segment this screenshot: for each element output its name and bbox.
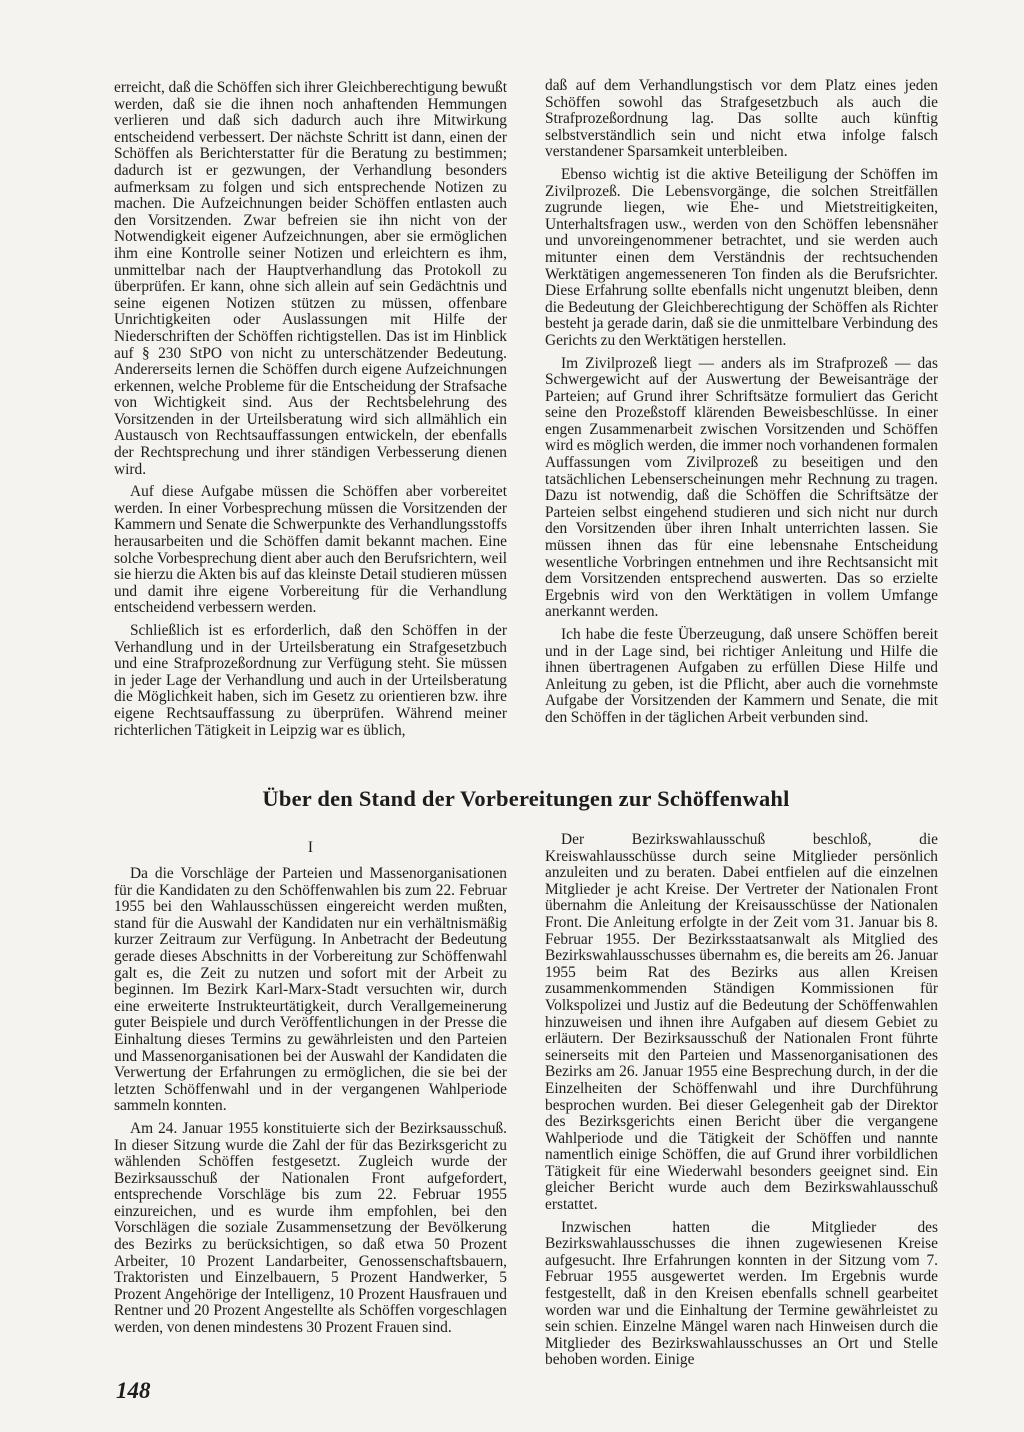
section-numeral: I bbox=[307, 839, 314, 856]
article-bottom-right-column bbox=[545, 832, 938, 1375]
paragraph: Auf diese Aufgabe müssen die Schöffen aber vorbereitet werden. In einer Vorbesprechung müssen die Vorsitzenden der Kammern und Senate die Schwerpunkte des Verhandlungsstoffs herausarbeiten und die Schöffen damit bekannt machen. Eine solche Vorbesprechung dient aber auch den Berufsrichtern, weil sie hierzu die Akten bis auf das kleinste Detail studieren müssen und damit ihre eigene Vorbereitung für die Verhandlung entscheidend verbessern werden. bbox=[114, 483, 507, 617]
paragraph: Inzwischen hatten die Mitglieder des Bezirkswahlausschusses die ihnen zugewiesenen Kreise aufgesucht. Ihre Erfahrungen konnten in der Sitzung vom 7. Februar 1955 ausgewertet werden. Im Ergebnis wurde festgestellt, daß in den Kreisen ebenfalls schnell gearbeitet worden war und die Einhaltung der Termine gewährleistet zu sein schien. Einzelne Mängel waren nach Hinweisen durch die Mitglieder des Bezirkswahlausschusses an Ort und Stelle behoben worden. Einige bbox=[545, 1218, 938, 1369]
paragraph: Am 24. Januar 1955 konstituierte sich der Bezirksausschuß. In dieser Sitzung wurde die Zahl der für das Bezirksgericht zu wählenden Schöffen festgesetzt. Zugleich wurde der Bezirksausschuß der Nationalen Front aufgefordert, entsprechende Vorschläge bis zum 22. Februar 1955 einzureichen, und es wurde ihm empfohlen, bei den Vorschlägen die soziale Zusammensetzung der Bevölkerung des Bezirks zu berücksichtigen, so daß etwa 50 Prozent Arbeiter, 10 Prozent Landarbeiter, Genossenschaftsbauern, Traktoristen und Einzelbauern, 5 Prozent Handwerker, 5 Prozent Angehörige der Intelligenz, 10 Prozent Hausfrauen und Rentner und 20 Prozent Angestellte als Schöffen vorgeschlagen werden, von denen mindestens 30 Prozent Frauen sind. bbox=[114, 1119, 507, 1337]
paragraph: Schließlich ist es erforderlich, daß den Schöffen in der Verhandlung und in der Urteilsberatung ein Strafgesetzbuch und eine Strafprozeßordnung zur Verfügung steht. Sie müssen in jeder Lage der Verhandlung und auch in der Urteilsberatung die Möglichkeit haben, sich im Gesetz zu orientieren bzw. ihre eigene Rechtsauffassung zu überprüfen. Während meiner richterlichen Tätigkeit in Leipzig war es üblich, bbox=[114, 622, 507, 739]
paragraph: Da die Vorschläge der Parteien und Massenorganisationen für die Kandidaten zu den Schöffenwahlen bis zum 22. Februar 1955 bei den Wahlausschüssen eingereicht werden mußten, stand für die Auswahl der Kandidaten nur ein verhältnismäßig kurzer Zeitraum zur Verfügung. In Anbetracht der Bedeutung gerade dieses Abschnitts in der Vorbereitung zur Schöffenwahl galt es, die Zeit zu nutzen und sofort mit der Arbeit zu beginnen. Im Bezirk Karl-Marx-Stadt versuchten wir, durch eine erweiterte Instrukteurtätigkeit, durch Verallgemeinerung guter Beispiele und durch Veröffentlichungen in der Presse die Einhaltung dieses Termins zu gewährleisten und den Parteien und Massenorganisationen bei der Auswahl der Kandidaten die Verwertung der Erfahrungen zu ermöglichen, die sie bei der letzten Schöffenwahl und in der vergangenen Wahlperiode sammeln konnten. bbox=[114, 865, 507, 1115]
page-number: 148 bbox=[116, 1378, 151, 1403]
paragraph: Ebenso wichtig ist die aktive Beteiligung der Schöffen im Zivilprozeß. Die Lebensvorgänge, die solchen Streitfällen zugrunde liegen, wie Ehe- und Mietstreitigkeiten, Unterhaltsfragen usw., werden von den Schöffen lebensnäher und unvoreingenommener betrachtet, und sie werden auch mitunter einen dem Verständnis der rechtsuchenden Werktätigen angemesseneren Ton finden als die Berufsrichter. Diese Erfahrung sollte ebenfalls nicht ungenutzt bleiben, denn die Bedeutung der Gleichberechtigung der Schöffen als Richter besteht ja gerade darin, daß sie die unmittelbare Verbindung des Gerichts zu den Werktätigen herstellen. bbox=[545, 165, 938, 349]
paragraph: daß auf dem Verhandlungstisch vor dem Platz eines jeden Schöffen sowohl das Strafgesetzbuch als auch die Strafprozeßordnung lag. Das sollte auch künftig selbstverständlich sein und nicht etwa infolge falsch verstandener Sparsamkeit unterbleiben. bbox=[545, 77, 938, 161]
article-top-left-column bbox=[114, 80, 507, 745]
article-title: Über den Stand der Vorbereitungen zur Schöffenwahl bbox=[262, 786, 790, 811]
paragraph: Ich habe die feste Überzeugung, daß unsere Schöffen bereit und in der Lage sind, bei richtiger Anleitung und Hilfe die ihnen übertragenen Aufgaben zu erfüllen Diese Hilfe und Anleitung zu geben, ist die Pflicht, aber auch die vornehmste Aufgabe der Vorsitzenden der Kammern und Senate, die mit den Schöffen in der täglichen Arbeit verbunden sind. bbox=[545, 626, 938, 726]
paragraph: Im Zivilprozeß liegt — anders als im Strafprozeß — das Schwergewicht auf der Auswertung der Beweisanträge der Parteien; auf Grund ihrer Schriftsätze formuliert das Gericht seine den Prozeßstoff klärenden Beweisbeschlüsse. In einer engen Zusammenarbeit zwischen Vorsitzenden und Schöffen wird es möglich werden, die immer noch vorhandenen formalen Auffassungen vom Zivilprozeß zu beseitigen und den tatsächlichen Lebenserscheinungen mehr Rechnung zu tragen. Dazu ist notwendig, daß die Schöffen die Schriftsätze der Parteien selbst eingehend studieren und sich nicht nur durch den Vorsitzenden über ihren Inhalt unterrichten lassen. Sie müssen ihnen das für eine lebensnahe Entscheidung wesentliche Vorbringen entnehmen und ihre Rechtsansicht mit dem Vorsitzenden entsprechend auswerten. Das so erzielte Ergebnis wird von den Werktätigen in vollem Umfange anerkannt werden. bbox=[545, 354, 938, 621]
paragraph: erreicht, daß die Schöffen sich ihrer Gleichberechtigung bewußt werden, daß sie die ihnen noch anhaftenden Hemmungen verlieren und daß sich dadurch auch ihre Mitwirkung entscheidend verbessert. Der nächste Schritt ist dann, einen der Schöffen als Berichterstatter für die Beratung zu bestimmen; dadurch ist er gezwungen, der Verhandlung besonders aufmerksam zu folgen und sich entsprechende Notizen zu machen. Die Aufzeichnungen beider Schöffen entlasten auch den Vorsitzenden. Zwar befreien sie ihn nicht von der Notwendigkeit eigener Aufzeichnungen, aber sie ermöglichen ihm eine Kontrolle seiner Notizen und erleichtern es ihm, unmittelbar nach der Hauptverhandlung das Protokoll zu überprüfen. Er kann, ohne sich allein auf sein Gedächtnis und seine eigenen Notizen stützen zu müssen, offenbare Unrichtigkeiten oder Auslassungen mit Hilfe der Niederschriften der Schöffen richtigstellen. Das ist im Hinblick auf § 230 StPO von nicht zu unterschätzender Bedeutung. Andererseits lernen die Schöffen durch eigene Aufzeichnungen erkennen, welche Probleme für die Entscheidung der Strafsache von Wichtigkeit sind. Aus der Rechtsbelehrung des Vorsitzenden in der Urteilsberatung wird sich allmählich ein Austausch von Rechtsauffassungen entwickeln, der ebenfalls der Rechtsprechung und ihrer ständigen Verbesserung dienen wird. bbox=[114, 79, 507, 478]
paragraph: Der Bezirkswahlausschuß beschloß, die Kreiswahlausschüsse durch seine Mitglieder persönlich anzuleiten und zu beraten. Dabei entfielen auf die einzelnen Mitglieder je acht Kreise. Der Vertreter der Nationalen Front übernahm die Anleitung der Kreisausschüsse der Nationalen Front. Die Anleitung erfolgte in der Zeit vom 31. Januar bis 8. Februar 1955. Der Bezirksstaatsanwalt als Mitglied des Bezirkswahlausschusses übernahm es, die bereits am 26. Januar 1955 beim Rat des Bezirks aus allen Kreisen zusammenkommenden Ständigen Kommissionen für Volkspolizei und Justiz auf die Bedeutung der Schöffenwahlen hinzuweisen und ihnen ihre Aufgaben auf diesem Gebiet zu erläutern. Der Bezirksausschuß der Nationalen Front führte seinerseits mit den Parteien und Massenorganisationen des Bezirks am 26. Januar 1955 eine Besprechung durch, in der die Einzelheiten der Schöffenwahl und ihre Durchführung besprochen wurden. Bei dieser Gelegenheit gab der Direktor des Bezirksgerichts einen Bericht über die vergangene Wahlperiode und die Tätigkeit der Schöffen und nannte namentlich einige Schöffen, die auf Grund ihrer vorbildlichen Tätigkeit für eine Wiederwahl besonders geeignet sind. Ein gleicher Bericht wurde auch dem Bezirkswahlausschuß erstattet. bbox=[545, 831, 938, 1214]
article-bottom-left-column bbox=[114, 866, 507, 1343]
article-top-right-column bbox=[545, 78, 938, 733]
